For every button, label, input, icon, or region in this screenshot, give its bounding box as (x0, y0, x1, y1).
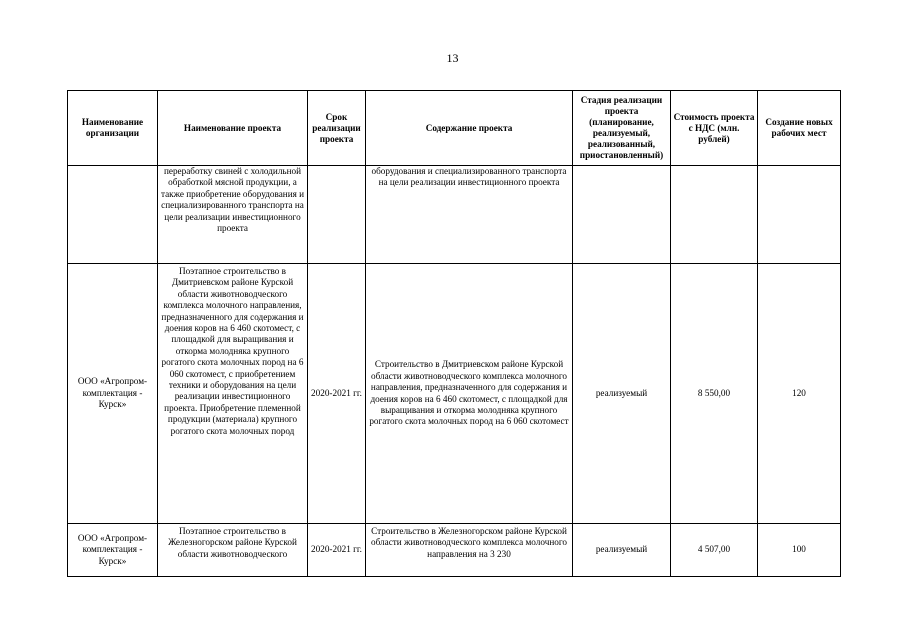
cell-jobs: 100 (758, 524, 841, 577)
column-header-org: Наименование организации (68, 91, 158, 166)
column-header-jobs: Создание новых рабочих мест (758, 91, 841, 166)
cell-cost: 4 507,00 (671, 524, 758, 577)
cell-content: Строительство в Железногорском районе Курской области животноводческого комплекса молочного направления на 3 230 (366, 524, 573, 577)
cell-jobs (758, 166, 841, 264)
cell-period: 2020-2021 гг. (308, 264, 366, 524)
cell-content: оборудования и специализированного транспорта на цели реализации инвестиционного проекта (366, 166, 573, 264)
table-row (68, 524, 841, 577)
column-header-project: Наименование проекта (158, 91, 308, 166)
table-header-row (68, 91, 841, 166)
cell-period: 2020-2021 гг. (308, 524, 366, 577)
cell-cost: 8 550,00 (671, 264, 758, 524)
cell-stage: реализуемый (573, 524, 671, 577)
column-header-stage: Стадия реализации проекта (планирование, реализуемый, реализованный, приостановленный) (573, 91, 671, 166)
page-number: 13 (446, 51, 459, 65)
cell-project: переработку свиней с холодильной обработкой мясной продукции, а также приобретение оборудования и специализированного транспорта на цели реализации инвестиционного проекта (158, 166, 308, 264)
cell-org: ООО «Агропром-комплектация - Курск» (68, 524, 158, 577)
cell-cost (671, 166, 758, 264)
cell-org: ООО «Агропром-комплектация - Курск» (68, 264, 158, 524)
cell-stage (573, 166, 671, 264)
cell-project: Поэтапное строительство в Железногорском районе Курской области животноводческого (158, 524, 308, 577)
cell-jobs: 120 (758, 264, 841, 524)
projects-table (67, 90, 841, 577)
cell-project: Поэтапное строительство в Дмитриевском районе Курской области животноводческого комплекса молочного направления, предназначенного для содержания и доения коров на 6 460 скотомест, с площадкой для выращивания и откорма молодняка крупного рогатого скота молочных пород на 6 060 скотомест, с приобретением техники и оборудования на цели реализации инвестиционного проекта. Приобретение племенной продукции (материала) крупного рогатого скота молочных пород (158, 264, 308, 524)
table-row (68, 166, 841, 264)
column-header-cost: Стоимость проекта с НДС (млн. рублей) (671, 91, 758, 166)
cell-stage: реализуемый (573, 264, 671, 524)
cell-org (68, 166, 158, 264)
column-header-content: Содержание проекта (366, 91, 573, 166)
cell-period (308, 166, 366, 264)
table-row (68, 264, 841, 524)
cell-content: Строительство в Дмитриевском районе Курской области животноводческого комплекса молочного направления, предназначенного для содержания и доения коров на 6 460 скотомест, с площадкой для выращивания и откорма молодняка крупного рогатого скота молочных пород на 6 060 скотомест (366, 264, 573, 524)
column-header-period: Срок реализации проекта (308, 91, 366, 166)
